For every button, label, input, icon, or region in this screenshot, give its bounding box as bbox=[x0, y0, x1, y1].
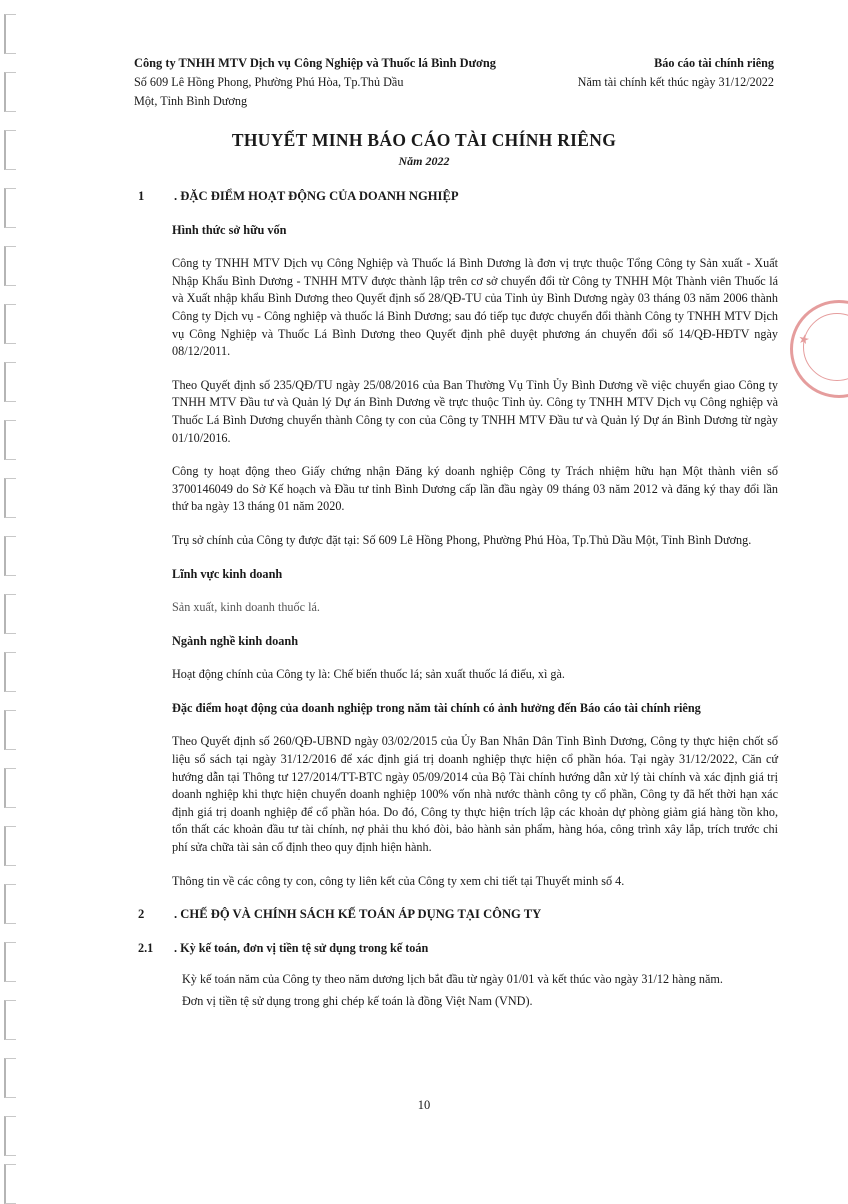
red-seal-stamp: ★ bbox=[790, 300, 848, 398]
section-title: . ĐẶC ĐIỂM HOẠT ĐỘNG CỦA DOANH NGHIỆP bbox=[174, 189, 459, 203]
business-field-text: Sản xuất, kinh doanh thuốc lá. bbox=[172, 600, 320, 615]
company-address-line2: Một, Tỉnh Bình Dương bbox=[134, 94, 248, 108]
ownership-paragraph-1: Công ty TNHH MTV Dịch vụ Công Nghiệp và Thuốc lá Bình Dương là đơn vị trực thuộc Tổng Công ty Sản xuất - Xuất Nhập Khẩu Bình Dương - TNHH MTV được thành lập trên cơ sở chuyển đổi từ Công ty TNHH Một Thành viên Thuốc lá và Xuất nhập khẩu Bình Dương theo Quyết định số 28/QĐ-TU của Tỉnh ủy Bình Dương ngày 03 tháng 03 năm 2006 thành Công ty Dịch vụ - Công nghiệp và thuốc lá Bình Dương; sau đó tiếp tục được chuyển đổi thành Công ty TNHH MTV Dịch vụ Công Nghiệp và Thuốc Lá Bình Dương theo Quyết định phê duyệt phương án chuyển đổi số 14/QĐ-HĐTV ngày 08/12/2011. bbox=[172, 256, 778, 359]
characteristics-heading: Đặc điểm hoạt động của doanh nghiệp trong năm tài chính có ảnh hưởng đến Báo cáo tài chính riêng bbox=[172, 700, 701, 715]
page-header bbox=[134, 54, 774, 114]
subsection-title: . Kỳ kế toán, đơn vị tiền tệ sử dụng trong kế toán bbox=[174, 940, 429, 955]
currency-unit-text: Đơn vị tiền tệ sử dụng trong ghi chép kế toán là đồng Việt Nam (VND). bbox=[182, 994, 533, 1008]
industry-heading: Ngành nghề kinh doanh bbox=[172, 633, 299, 648]
ownership-paragraph-2: Theo Quyết định số 235/QĐ/TU ngày 25/08/2016 của Ban Thường Vụ Tỉnh Ủy Bình Dương về việc chuyển giao Công ty TNHH MTV Đầu tư và Quản lý Dự án Bình Dương về trực thuộc Tỉnh ủy. Công ty TNHH MTV Dịch vụ Công nghiệp và Thuốc Lá Bình Dương chuyển thành Công ty con của Công ty TNHH MTV Đầu tư và Quản lý Dự án Bình Dương từ ngày 01/10/2016. bbox=[172, 377, 778, 445]
binding-holes bbox=[4, 0, 18, 1200]
characteristics-paragraph-2: Thông tin về các công ty con, công ty liên kết của Công ty xem chi tiết tại Thuyết minh số 4. bbox=[172, 873, 625, 888]
section-1-heading bbox=[138, 188, 778, 206]
company-block bbox=[134, 54, 534, 111]
section-2-heading bbox=[138, 906, 778, 924]
company-name: Công ty TNHH MTV Dịch vụ Công Nghiệp và Thuốc lá Bình Dương bbox=[134, 56, 497, 70]
document-body bbox=[138, 188, 778, 1027]
document-subtitle: Năm 2022 bbox=[398, 154, 450, 168]
report-type: Báo cáo tài chính riêng bbox=[654, 56, 774, 70]
section-number: 2 bbox=[138, 907, 145, 922]
section-title: . CHẾ ĐỘ VÀ CHÍNH SÁCH KẾ TOÁN ÁP DỤNG TẠI CÔNG TY bbox=[174, 907, 542, 922]
accounting-period-text: Kỳ kế toán năm của Công ty theo năm dương lịch bắt đầu từ ngày 01/01 và kết thúc vào ngày 31/12 hàng năm. bbox=[182, 972, 723, 987]
ownership-paragraph-4: Trụ sở chính của Công ty được đặt tại: Số 609 Lê Hồng Phong, Phường Phú Hòa, Tp.Thủ Dầu Một, Tỉnh Bình Dương. bbox=[172, 532, 752, 547]
section-number: 1 bbox=[138, 189, 145, 203]
industry-text: Hoạt động chính của Công ty là: Chế biến thuốc lá; sản xuất thuốc lá điếu, xì gà. bbox=[172, 667, 565, 682]
subsection-number: 2.1 bbox=[138, 940, 154, 955]
ownership-paragraph-3: Công ty hoạt động theo Giấy chứng nhận Đăng ký doanh nghiệp Công ty Trách nhiệm hữu hạn Một thành viên số 3700146049 do Sở Kế hoạch và Đầu tư tỉnh Bình Dương cấp lần đầu ngày 09 tháng 03 năm 2012 và đăng ký thay đổi lần thứ ba ngày 13 tháng 01 năm 2020. bbox=[172, 464, 778, 514]
business-field-heading: Lĩnh vực kinh doanh bbox=[172, 566, 283, 581]
company-address-line1: Số 609 Lê Hồng Phong, Phường Phú Hòa, Tp.Thủ Dầu bbox=[134, 75, 404, 89]
page-number: 10 bbox=[417, 1098, 431, 1112]
fiscal-year-note: Năm tài chính kết thúc ngày 31/12/2022 bbox=[577, 75, 774, 89]
report-block bbox=[578, 54, 774, 92]
subsection-2-1-heading bbox=[138, 940, 778, 958]
ownership-heading: Hình thức sở hữu vốn bbox=[172, 222, 287, 237]
characteristics-paragraph-1: Theo Quyết định số 260/QĐ-UBND ngày 03/02/2015 của Ủy Ban Nhân Dân Tỉnh Bình Dương, Công ty thực hiện chốt số liệu sổ sách tại ngày 31/12/2016 để xác định giá trị doanh nghiệp thực hiện cổ phần hóa. Tại ngày 31/12/2022, Căn cứ hướng dẫn tại Thông tư 127/2014/TT-BTC ngày 05/09/2014 của Bộ Tài chính hướng dẫn xử lý tài chính và xác định giá trị doanh nghiệp khi thực hiện chuyển doanh nghiệp 100% vốn nhà nước thành công ty cổ phần, Công ty đã hết thời hạn xác định giá trị doanh nghiệp để cổ phần hóa. Do đó, Công ty thực hiện trích lập các khoản dự phòng giảm giá hàng tồn kho, tổn thất các khoản đầu tư tài chính, nợ phải thu khó đòi, bảo hành sản phẩm, hàng hóa, công trình xây lắp, trích trước chi phí sửa chữa tài sản cố định theo quy định hiện hành. bbox=[172, 734, 778, 855]
document-title: THUYẾT MINH BÁO CÁO TÀI CHÍNH RIÊNG bbox=[231, 130, 617, 150]
